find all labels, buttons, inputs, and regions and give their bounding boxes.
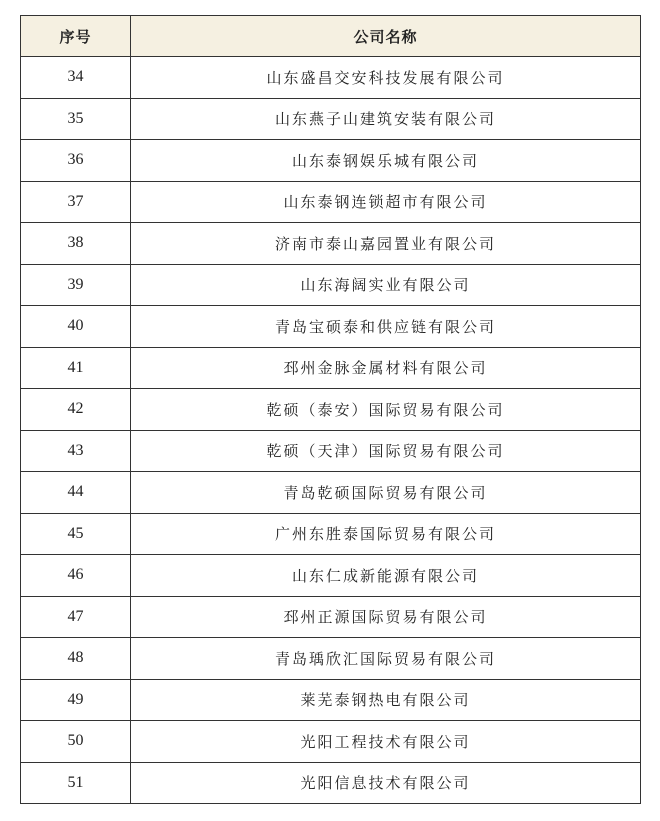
table-row xyxy=(21,721,641,763)
row-company-name: 乾硕（泰安）国际贸易有限公司 xyxy=(131,389,641,431)
table-row xyxy=(21,596,641,638)
table-row xyxy=(21,306,641,348)
row-index: 36 xyxy=(21,140,131,182)
row-company-name: 山东泰钢娱乐城有限公司 xyxy=(131,140,641,182)
row-index: 45 xyxy=(21,513,131,555)
row-company-name: 光阳工程技术有限公司 xyxy=(131,721,641,763)
table-row xyxy=(21,638,641,680)
row-company-name: 青岛乾硕国际贸易有限公司 xyxy=(131,472,641,514)
row-company-name: 山东燕子山建筑安装有限公司 xyxy=(131,98,641,140)
table-row xyxy=(21,140,641,182)
row-index: 48 xyxy=(21,638,131,680)
row-company-name: 青岛瑀欣汇国际贸易有限公司 xyxy=(131,638,641,680)
row-index: 37 xyxy=(21,181,131,223)
row-index: 46 xyxy=(21,555,131,597)
row-index: 39 xyxy=(21,264,131,306)
row-company-name: 济南市泰山嘉园置业有限公司 xyxy=(131,223,641,265)
row-company-name: 乾硕（天津）国际贸易有限公司 xyxy=(131,430,641,472)
table-row xyxy=(21,679,641,721)
header-company-name: 公司名称 xyxy=(131,16,641,57)
row-index: 35 xyxy=(21,98,131,140)
row-index: 49 xyxy=(21,679,131,721)
row-company-name: 邳州正源国际贸易有限公司 xyxy=(131,596,641,638)
table-row xyxy=(21,762,641,804)
company-table-container xyxy=(20,15,640,804)
table-row xyxy=(21,555,641,597)
row-company-name: 莱芜泰钢热电有限公司 xyxy=(131,679,641,721)
row-company-name: 青岛宝硕泰和供应链有限公司 xyxy=(131,306,641,348)
row-index: 43 xyxy=(21,430,131,472)
table-row xyxy=(21,98,641,140)
row-company-name: 光阳信息技术有限公司 xyxy=(131,762,641,804)
row-company-name: 山东海阔实业有限公司 xyxy=(131,264,641,306)
row-index: 40 xyxy=(21,306,131,348)
row-company-name: 邳州金脉金属材料有限公司 xyxy=(131,347,641,389)
row-index: 34 xyxy=(21,57,131,99)
row-index: 44 xyxy=(21,472,131,514)
table-row xyxy=(21,389,641,431)
table-row xyxy=(21,430,641,472)
row-index: 50 xyxy=(21,721,131,763)
table-row xyxy=(21,181,641,223)
table-row xyxy=(21,264,641,306)
row-company-name: 广州东胜泰国际贸易有限公司 xyxy=(131,513,641,555)
table-body xyxy=(21,57,641,804)
row-index: 38 xyxy=(21,223,131,265)
row-index: 42 xyxy=(21,389,131,431)
table-row xyxy=(21,223,641,265)
header-index: 序号 xyxy=(21,16,131,57)
company-table xyxy=(20,15,641,804)
row-index: 41 xyxy=(21,347,131,389)
table-row xyxy=(21,347,641,389)
table-header xyxy=(21,16,641,57)
row-company-name: 山东仁成新能源有限公司 xyxy=(131,555,641,597)
row-company-name: 山东盛昌交安科技发展有限公司 xyxy=(131,57,641,99)
row-company-name: 山东泰钢连锁超市有限公司 xyxy=(131,181,641,223)
header-row xyxy=(21,16,641,57)
table-row xyxy=(21,57,641,99)
table-row xyxy=(21,513,641,555)
row-index: 51 xyxy=(21,762,131,804)
table-row xyxy=(21,472,641,514)
row-index: 47 xyxy=(21,596,131,638)
